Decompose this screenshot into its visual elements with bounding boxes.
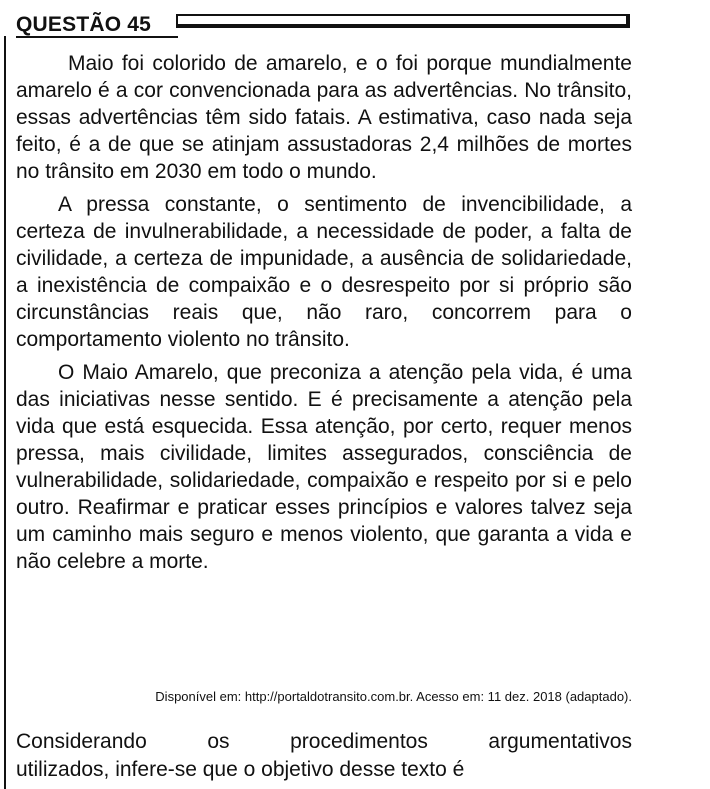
question-prompt (16, 728, 632, 784)
header-underline (16, 36, 178, 38)
left-border-rule (4, 36, 6, 789)
question-prompt-line-2: utilizados, infere-se que o objetivo desse texto é (16, 758, 465, 781)
passage-paragraph-3: O Maio Amarelo, que preconiza a atenção pela vida, é uma das iniciativas nesse sentido. E é precisamente a atenção pela vida que está esquecida. Essa atenção, por certo, requer menos pressa, mais civilidade, limites assegurados, consciência de vulnerabilidade, solidariedade, compaixão e respeito por si e pelo outro. Reafirmar e praticar esses princípios e valores talvez seja um caminho mais seguro e menos violento, que garanta a vida e não celebre a morte. (16, 361, 632, 573)
passage-source: Disponível em: http://portaldotransito.com.br. Acesso em: 11 dez. 2018 (adaptado). (155, 689, 632, 704)
question-prompt-line-1: Considerando os procedimentos argumentativos (16, 730, 632, 753)
passage-paragraph-2: A pressa constante, o sentimento de invencibilidade, a certeza de invulnerabilidade, a necessidade de poder, a falta de civilidade, a certeza de impunidade, a ausência de solidariedade, a inexistência de compaixão e o desrespeito por si próprio são circunstâncias reais que, não raro, concorrem para o comportamento violento no trânsito. (16, 193, 632, 351)
passage-paragraph-1: Maio foi colorido de amarelo, e o foi porque mundialmente amarelo é a cor convencionada para as advertências. No trânsito, essas advertências têm sido fatais. A estimativa, caso nada seja feito, é a de que se atinjam assustadoras 2,4 milhões de mortes no trânsito em 2030 em todo o mundo. (16, 52, 632, 183)
passage (16, 50, 632, 581)
question-header (16, 12, 151, 38)
question-title: QUESTÃO 45 (16, 13, 152, 36)
question-header-box (176, 14, 630, 28)
